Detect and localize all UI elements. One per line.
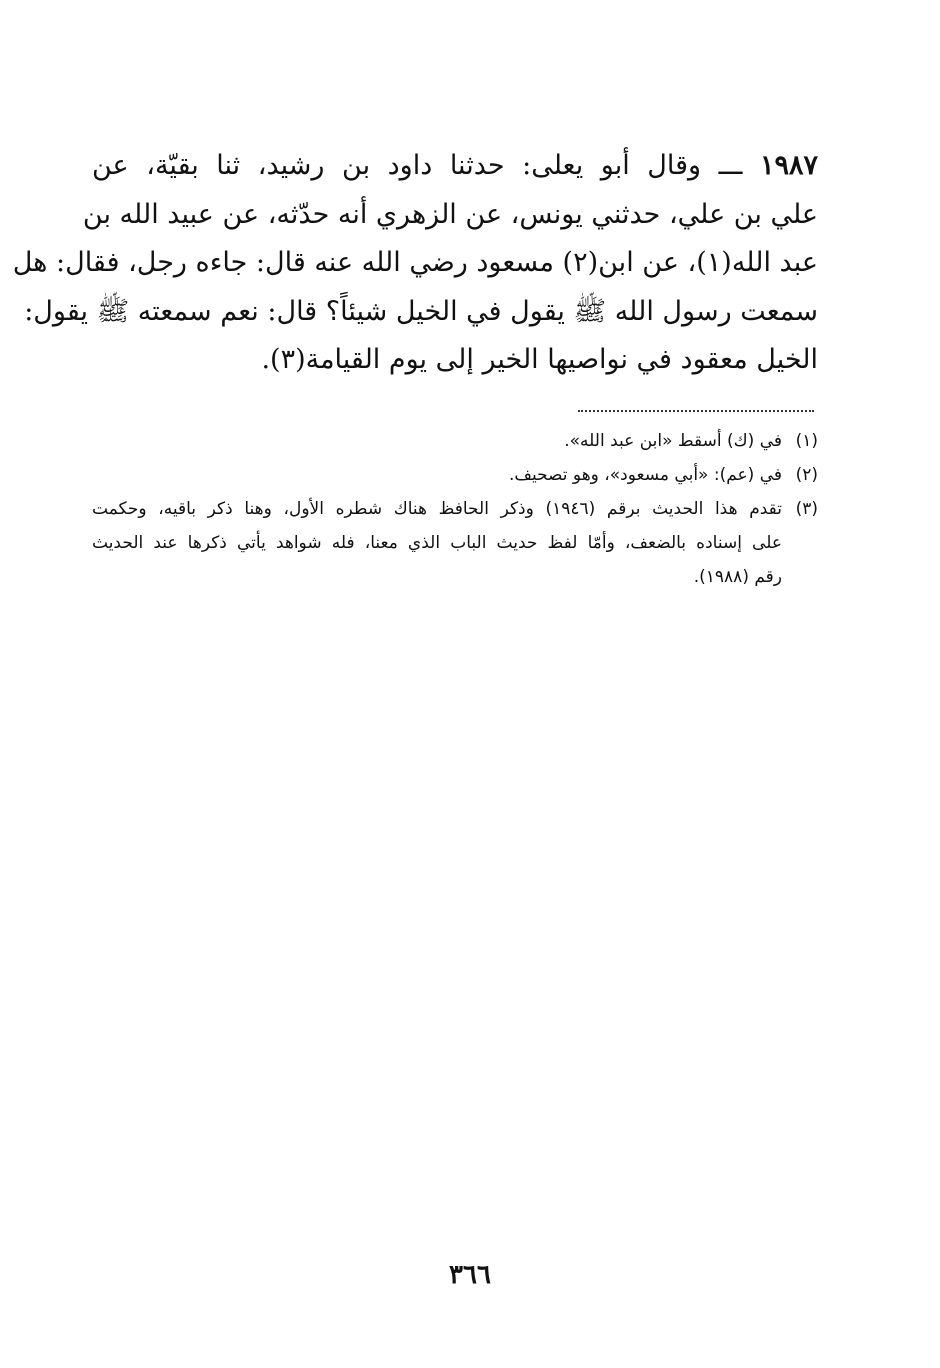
footnotes (92, 424, 818, 594)
footnote-body (92, 492, 782, 594)
hadith-line: علي بن علي، حدثني يونس، عن الزهري أنه حدّثه، عن عبيد الله بن (82, 198, 818, 230)
hadith-line: سمعت رسول الله ﷺ يقول في الخيل شيئاً؟ قال: نعم سمعته ﷺ يقول: (24, 295, 818, 327)
hadith-line-text: ـــ وقال أبو يعلى: حدثنا داود بن رشيد، ثنا بقيّة، عن (92, 150, 743, 181)
footnote-line: رقم (١٩٨٨). (693, 567, 782, 587)
footnote-body (92, 424, 782, 458)
footnote-separator (578, 400, 814, 412)
footnote-number: (٣) (795, 499, 818, 519)
footnote-line: على إسناده بالضعف، وأمّا لفظ حديث الباب الذي معنا، فله شواهد يأتي ذكرها عند الحديث (92, 533, 782, 553)
footnote-body (92, 458, 782, 492)
hadith-line: عبد الله(١)، عن ابن(٢) مسعود رضي الله عنه قال: جاءه رجل، فقال: هل (12, 247, 818, 278)
footnote-number: (١) (795, 431, 818, 451)
footnote-line: تقدم هذا الحديث برقم (١٩٤٦) وذكر الحافظ هناك شطره الأول، وهنا ذكر باقيه، وحكمت (92, 499, 782, 519)
footnote-line: في (ك) أسقط «ابن عبد الله». (564, 431, 782, 451)
footnote (92, 424, 818, 458)
footnote (92, 458, 818, 492)
hadith-line: الخيل معقود في نواصيها الخير إلى يوم القيامة(٣). (261, 344, 818, 375)
footnote-line: في (عم): «أبي مسعود»، وهو تصحيف. (508, 465, 782, 485)
page-number: ٣٦٦ (449, 1260, 491, 1290)
hadith-line (92, 142, 818, 191)
hadith-number: ١٩٨٧ (759, 150, 818, 181)
footnote (92, 492, 818, 594)
hadith-text (12, 142, 818, 385)
footnote-number: (٢) (795, 465, 818, 485)
